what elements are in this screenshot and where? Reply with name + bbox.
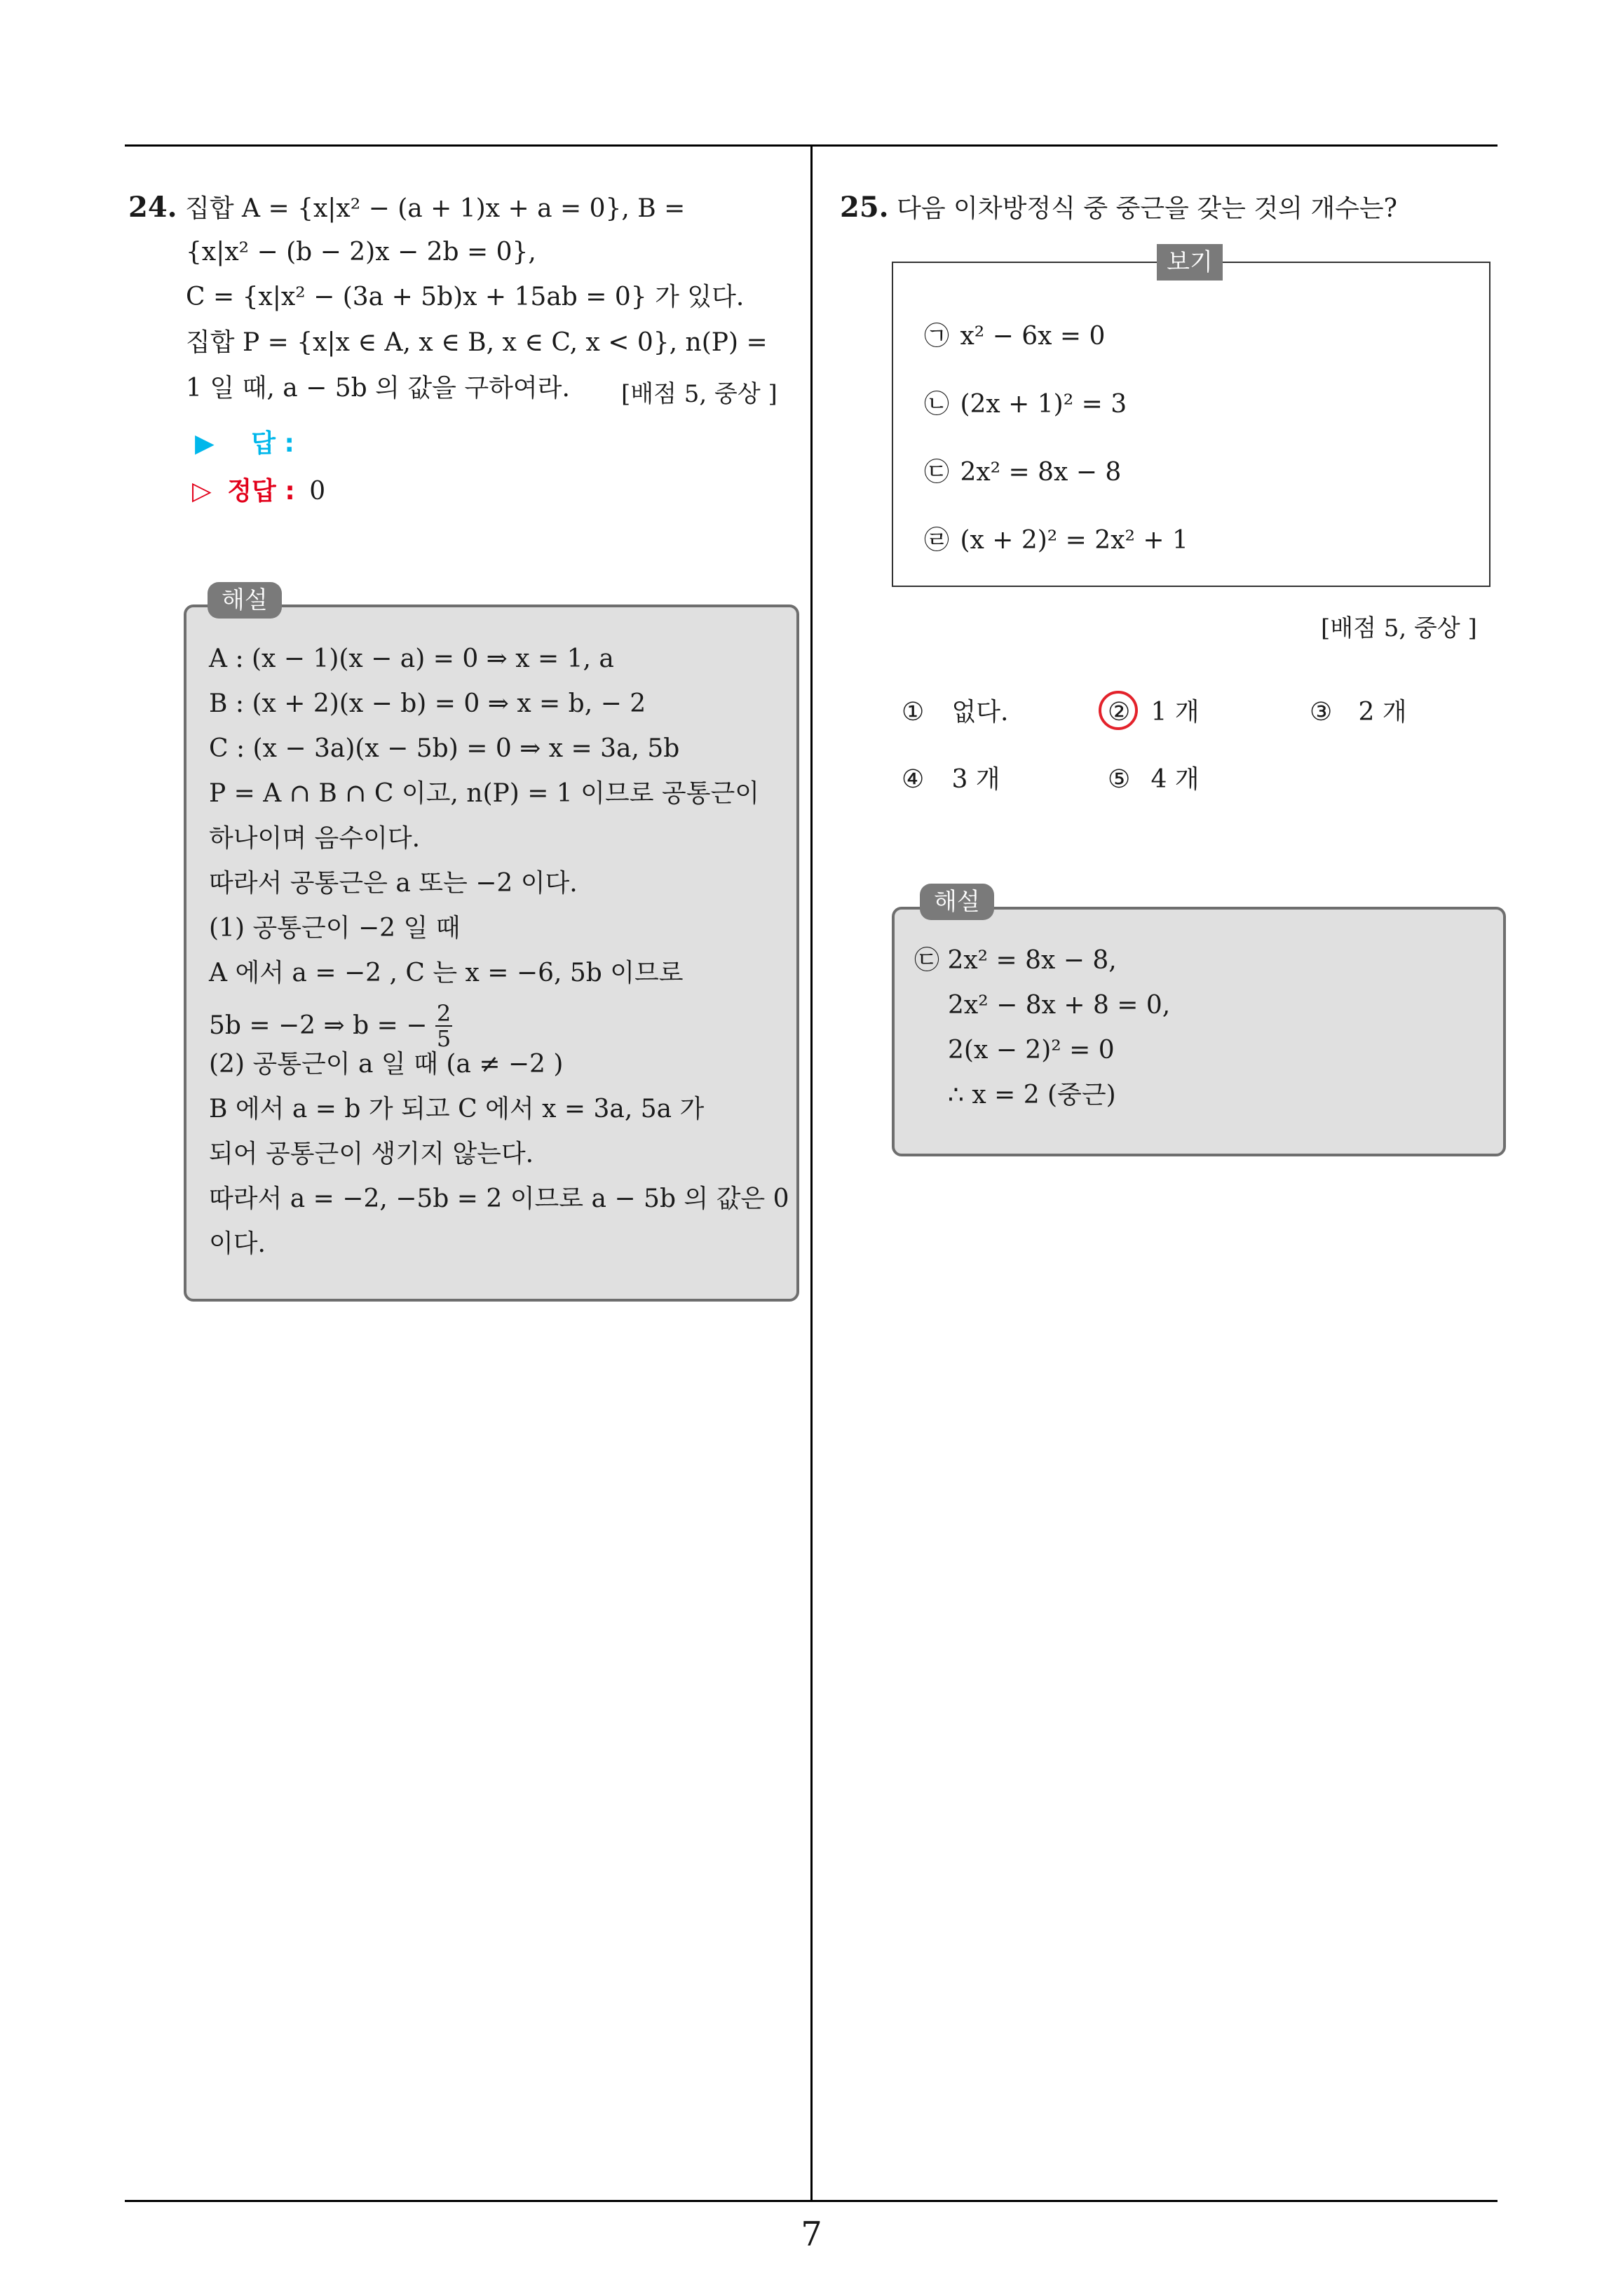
column-divider [810, 144, 813, 2201]
bogi-equation: x² − 6x = 0 [960, 322, 1106, 351]
page-number: 7 [801, 2215, 822, 2254]
q24-number: 24. [128, 191, 177, 224]
q24-line-5: 1 일 때, a − 5b 의 값을 구하여라. [186, 374, 570, 403]
choice-text: 4 개 [1150, 765, 1200, 794]
q24-line-2: {x|x² − (b − 2)x − 2b = 0}, [186, 238, 536, 266]
correct-answer-label: 정답 : [227, 477, 295, 506]
answer-label: 답 : [251, 429, 294, 458]
choice-mark: ① [902, 698, 925, 727]
q24-explanation-tag: 해설 [208, 582, 282, 619]
choice-mark: ② [1108, 698, 1131, 727]
selected-answer-circle [1099, 691, 1138, 730]
q25-question-line [840, 192, 1397, 224]
q24-exp-line: (1) 공통근이 −2 일 때 [209, 914, 461, 943]
bogi-item [924, 525, 1188, 556]
q24-exp-line: 따라서 공통근은 a 또는 −2 이다. [209, 869, 578, 898]
fraction [435, 1001, 452, 1051]
q24-exp-line: (2) 공통근이 a 일 때 (a ≠ −2 ) [209, 1050, 564, 1079]
choice-mark: ③ [1310, 698, 1333, 727]
bogi-mark: ㉠ [924, 322, 950, 351]
q24-exp-line: P = A ∩ B ∩ C 이고, n(P) = 1 이므로 공통근이 [209, 779, 760, 808]
q25-exp-line: 2(x − 2)² = 0 [948, 1036, 1115, 1065]
q25-exp-line: 2x² − 8x + 8 = 0, [948, 991, 1171, 1020]
q25-exp-line: ㉢ 2x² = 8x − 8, [914, 946, 1117, 975]
choice-4[interactable] [902, 764, 1000, 795]
q24-exp-line: 되어 공통근이 생기지 않는다. [209, 1140, 534, 1168]
q24-exp-line: A : (x − 1)(x − a) = 0 ⇒ x = 1, a [209, 644, 614, 673]
choice-1[interactable] [902, 697, 1008, 728]
bogi-tag: 보기 [1157, 244, 1223, 281]
fraction-denominator: 5 [436, 1025, 451, 1052]
bogi-item [924, 457, 1121, 488]
q24-exp-line: B : (x + 2)(x − b) = 0 ⇒ x = b, − 2 [209, 689, 646, 718]
choice-5[interactable] [1108, 764, 1200, 795]
choice-3[interactable] [1310, 697, 1407, 728]
answer-row [195, 424, 294, 459]
q25-question-text: 다음 이차방정식 중 중근을 갖는 것의 개수는? [897, 194, 1397, 223]
q24-exp-line: A 에서 a = −2 , C 는 x = −6, 5b 이므로 [209, 959, 684, 987]
correct-marker-icon: ▷ [192, 477, 212, 506]
bogi-item [924, 321, 1105, 352]
choice-text: 1 개 [1150, 698, 1200, 727]
q25-points: [배점 5, 중상 ] [1321, 614, 1477, 642]
choice-mark: ④ [902, 765, 925, 794]
q24-line-4: 집합 P = {x|x ∈ A, x ∈ B, x ∈ C, x < 0}, n(P) = [186, 328, 768, 357]
correct-answer-row [192, 471, 325, 507]
q24-exp-line: 하나이며 음수이다. [209, 824, 421, 853]
bogi-mark: ㉢ [924, 458, 950, 487]
choice-text: 없다. [951, 698, 1009, 727]
q24-exp-line: C : (x − 3a)(x − 5b) = 0 ⇒ x = 3a, 5b [209, 734, 680, 763]
q24-exp-text: 5b = −2 ⇒ b = − [209, 1011, 428, 1040]
q25-explanation-box [892, 907, 1506, 1156]
q24-line-1 [128, 192, 685, 224]
bogi-equation: 2x² = 8x − 8 [960, 458, 1122, 487]
q25-exp-line: ∴ x = 2 (중근) [948, 1081, 1116, 1109]
answer-marker-icon: ▶ [195, 429, 215, 458]
q24-points: [배점 5, 중상 ] [621, 380, 777, 408]
q25-explanation-tag: 해설 [920, 884, 994, 920]
bogi-equation: (2x + 1)² = 3 [960, 390, 1127, 419]
choice-mark: ⑤ [1108, 765, 1131, 794]
q24-text-1: 집합 A = {x|x² − (a + 1)x + a = 0}, B = [185, 194, 686, 223]
q25-number: 25. [840, 191, 889, 224]
bogi-item [924, 389, 1127, 420]
bogi-mark: ㉡ [924, 390, 950, 419]
choice-text: 3 개 [951, 765, 1000, 794]
fraction-numerator: 2 [436, 1000, 451, 1027]
q24-exp-line: 따라서 a = −2, −5b = 2 이므로 a − 5b 의 값은 0 [209, 1184, 789, 1213]
q24-exp-line: 이다. [209, 1229, 266, 1258]
correct-answer-value: 0 [309, 477, 326, 506]
choice-text: 2 개 [1358, 698, 1407, 727]
q24-line-3: C = {x|x² − (3a + 5b)x + 15ab = 0} 가 있다. [186, 283, 745, 311]
bogi-equation: (x + 2)² = 2x² + 1 [960, 526, 1188, 555]
bottom-rule [125, 2200, 1498, 2202]
bogi-mark: ㉣ [924, 526, 950, 555]
q24-exp-line-fraction [209, 1000, 452, 1052]
q24-exp-line: B 에서 a = b 가 되고 C 에서 x = 3a, 5a 가 [209, 1095, 705, 1123]
